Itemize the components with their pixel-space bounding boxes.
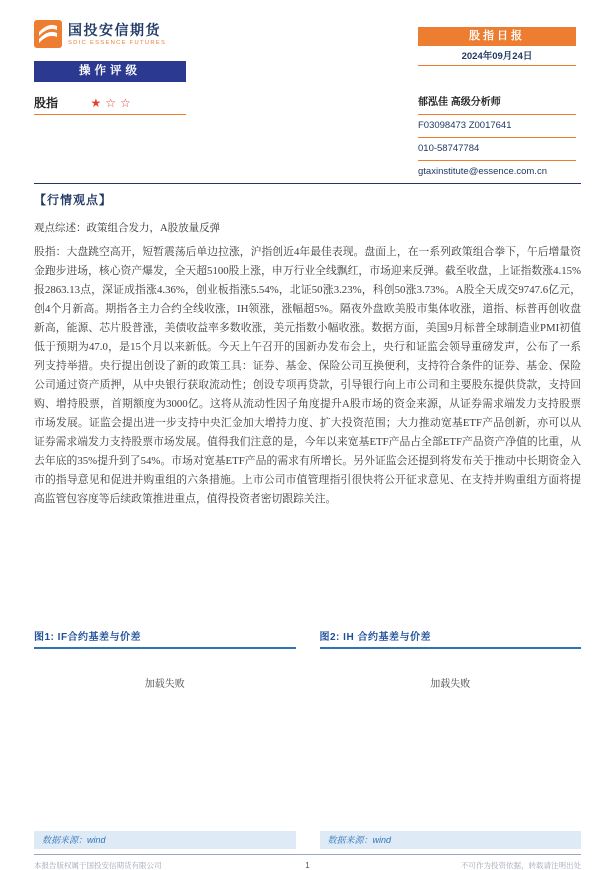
report-title-badge: 股指日报 bbox=[418, 27, 576, 46]
figures-section bbox=[34, 628, 581, 849]
figure-1-title: 图1: IF合约基差与价差 bbox=[34, 628, 296, 649]
figure-2-title: 图2: IH 合约基差与价差 bbox=[320, 628, 582, 649]
analyst-name: 郁泓佳 高级分析师 bbox=[418, 92, 576, 115]
footer-copyright: 本报告版权属于国投安信期货有限公司 bbox=[34, 861, 162, 870]
figure-2-load-error: 加载失败 bbox=[430, 679, 471, 690]
figure-1-load-error: 加载失败 bbox=[144, 679, 185, 690]
company-logo-icon bbox=[34, 20, 62, 48]
company-name-en: SDIC ESSENCE FUTURES bbox=[68, 40, 167, 46]
instrument-row bbox=[34, 92, 186, 115]
footer-disclaimer: 不可作为投资依据，转载请注明出处 bbox=[461, 861, 582, 870]
company-logo-text bbox=[68, 22, 166, 46]
report-body bbox=[34, 191, 581, 509]
rating-stars: ★☆☆ bbox=[90, 96, 135, 110]
rating-badge: 操作评级 bbox=[34, 61, 186, 82]
figure-2-chart-area bbox=[320, 649, 582, 831]
figure-1-source: 数据来源：wind bbox=[34, 831, 296, 849]
page-number: 1 bbox=[305, 861, 310, 870]
header-divider bbox=[34, 183, 581, 184]
figure-1 bbox=[34, 628, 296, 849]
figure-2 bbox=[320, 628, 582, 849]
company-logo bbox=[34, 20, 166, 48]
analyst-phone: 010-58747784 bbox=[418, 138, 576, 161]
figure-2-source: 数据来源：wind bbox=[320, 831, 582, 849]
analyst-email: gtaxinstitute@essence.com.cn bbox=[418, 161, 576, 184]
viewpoint-summary: 观点综述：政策组合发力，A股放量反弹 bbox=[34, 223, 221, 234]
analyst-info bbox=[418, 92, 576, 184]
instrument-label: 股指 bbox=[34, 96, 59, 110]
company-name: 国投安信期货 bbox=[68, 22, 161, 38]
analyst-license: F03098473 Z0017641 bbox=[418, 115, 576, 138]
figure-1-chart-area bbox=[34, 649, 296, 831]
report-date: 2024年09月24日 bbox=[418, 49, 576, 66]
section-title: 【行情观点】 bbox=[34, 193, 113, 207]
page-footer bbox=[34, 854, 581, 870]
viewpoint-paragraph: 股指：大盘跳空高开，短暂震荡后单边拉涨，沪指创近4年最佳表现。盘面上，在一系列政策组合拳下，午后增量资金跑步进场，核心资产爆发，全天超5100股上涨，申万行业全线飘红，市场迎来反弹。截至收盘，上证指数涨4.15%报2863.13点，深证成指涨4.36%，创业板指涨5.54%，北证50涨3.23%，科创50涨3.73%。A股全天成交9747.6亿元，创4个月新高。期指各主力合约全线收涨，IH领涨，涨幅超5%。隔夜外盘欧美股市集体收涨，道指、标普再创收盘新高，能源、芯片股普涨，美债收益率多数收涨，美元指数小幅收涨。数据方面，美国9月标普全球制造业PMI初值低于预期为47.0，是15个月以来新低。今天上午召开的国新办发布会上，央行和证监会领导重磅发声，公布了一系列支持举措。央行提出创设了新的政策工具：证券、基金、保险公司互换便利，支持符合条件的证券、基金、保险公司通过资产质押，从中央银行获取流动性；创设专项再贷款，引导银行向上市公司和主要股东提供贷款，支持回购、增持股票，首期额度为3000亿。这将从流动性因子角度提升A股市场的资金来源，从证券需求端发力支持股票市场发展。证监会提出进一步支持中央汇金加大增持力度、扩大投资范围；大力推动宽基ETF产品创新，亦可以从证券需求端发力支持股票市场发展。值得我们注意的是，今年以来宽基ETF产品占全部ETF产品资产净值的比重，从去年底的35%提升到了54%。市场对宽基ETF产品的需求有所增长。另外证监会还提到将发布关于推动中长期资金入市的指导意见和促进并购重组的六条措施。上市公司市值管理指引很快将公开征求意见、在支持并购重组方面将提高监管包容度等后续政策推进重点，值得投资者密切跟踪关注。 bbox=[34, 246, 581, 505]
